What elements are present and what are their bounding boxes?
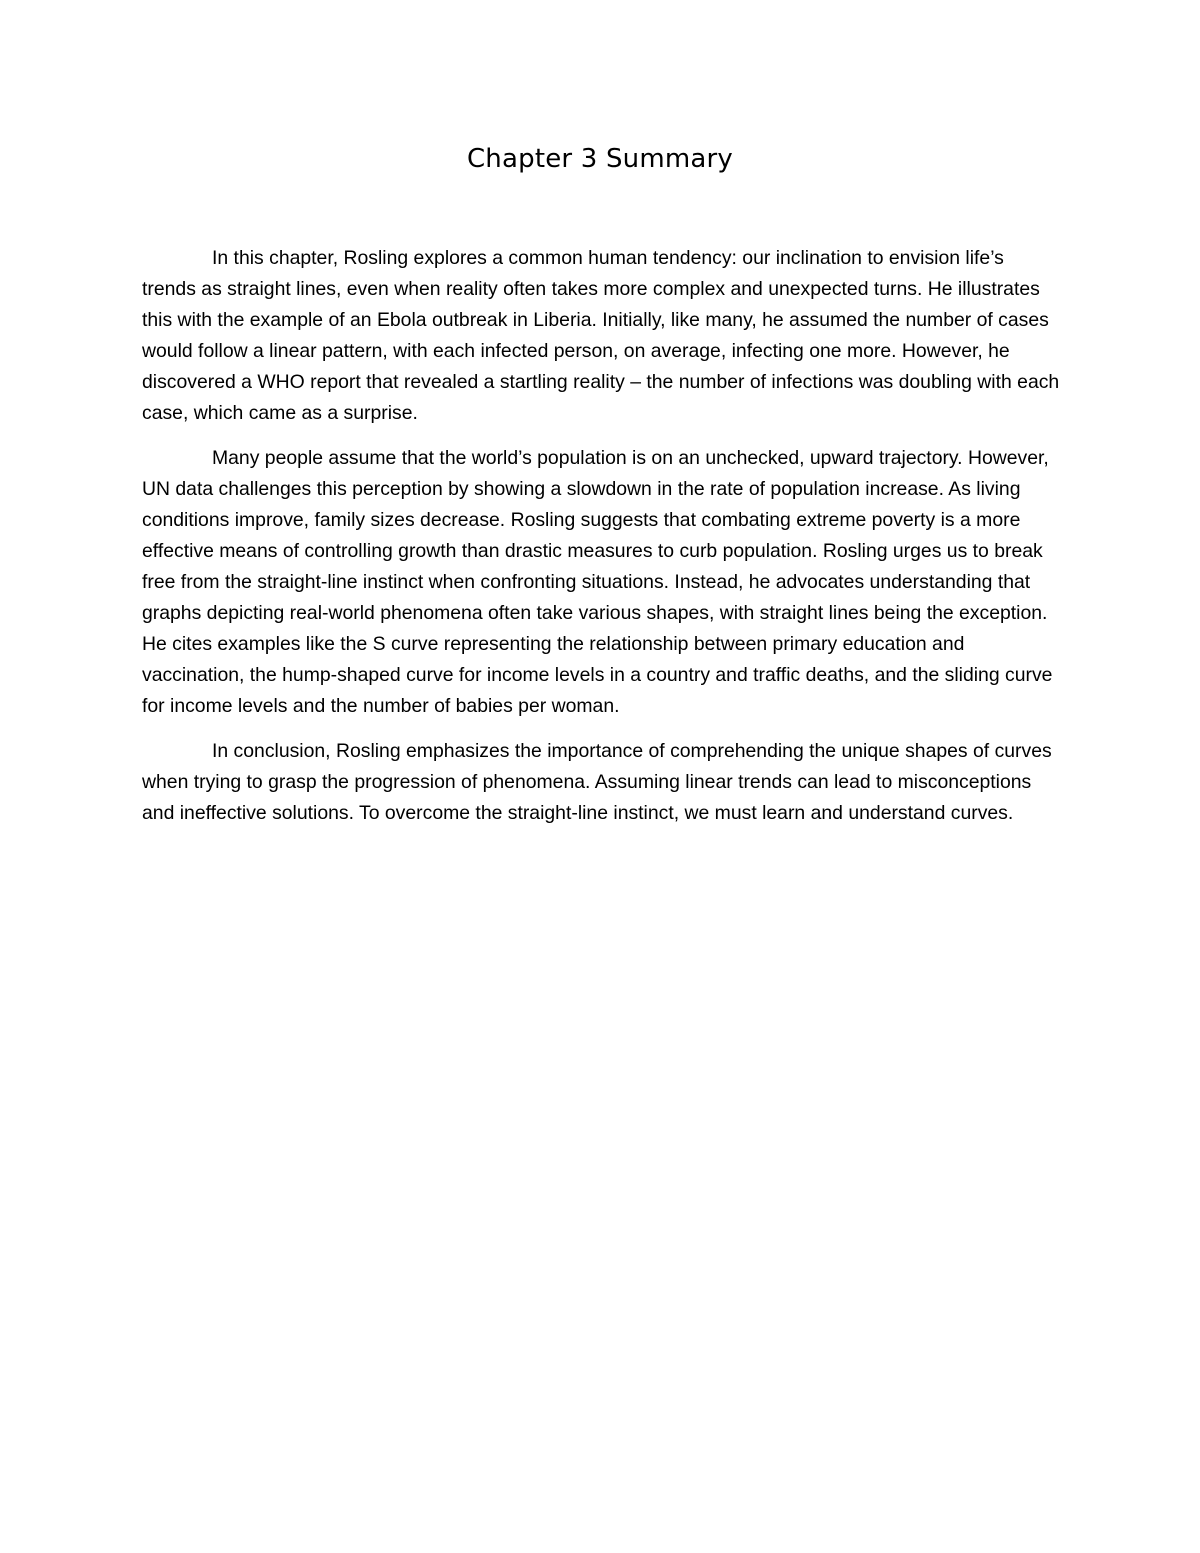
page-title: Chapter 3 Summary — [466, 144, 734, 174]
paragraph-3: In conclusion, Rosling emphasizes the importance of comprehending the unique shapes of curves when trying to grasp the progression of phenomena. Assuming linear trends can lead to misconceptions and ineffective solutions. To overcome the straight-line instinct, we must learn and understand curves. — [142, 740, 1052, 824]
paragraph-1: In this chapter, Rosling explores a common human tendency: our inclination to envision life’s trends as straight lines, even when reality often takes more complex and unexpected turns. He illustrates this with the example of an Ebola outbreak in Liberia. Initially, like many, he assumed the number of cases would follow a linear pattern, with each infected person, on average, infecting one more. However, he discovered a WHO report that revealed a startling reality – the number of infections was doubling with each case, which came as a surprise. — [142, 247, 1060, 424]
paragraph-2: Many people assume that the world’s population is on an unchecked, upward trajectory. However, UN data challenges this perception by showing a slowdown in the rate of population increase. As living conditions improve, family sizes decrease. Rosling suggests that combating extreme poverty is a more effective means of controlling growth than drastic measures to curb population. Rosling urges us to break free from the straight-line instinct when confronting situations. Instead, he advocates understanding that graphs depicting real-world phenomena often take various shapes, with straight lines being the exception. He cites examples like the S curve representing the relationship between primary education and vaccination, the hump-shaped curve for income levels in a country and traffic deaths, and the sliding curve for income levels and the number of babies per woman. — [142, 447, 1053, 717]
document-body — [142, 243, 1060, 843]
